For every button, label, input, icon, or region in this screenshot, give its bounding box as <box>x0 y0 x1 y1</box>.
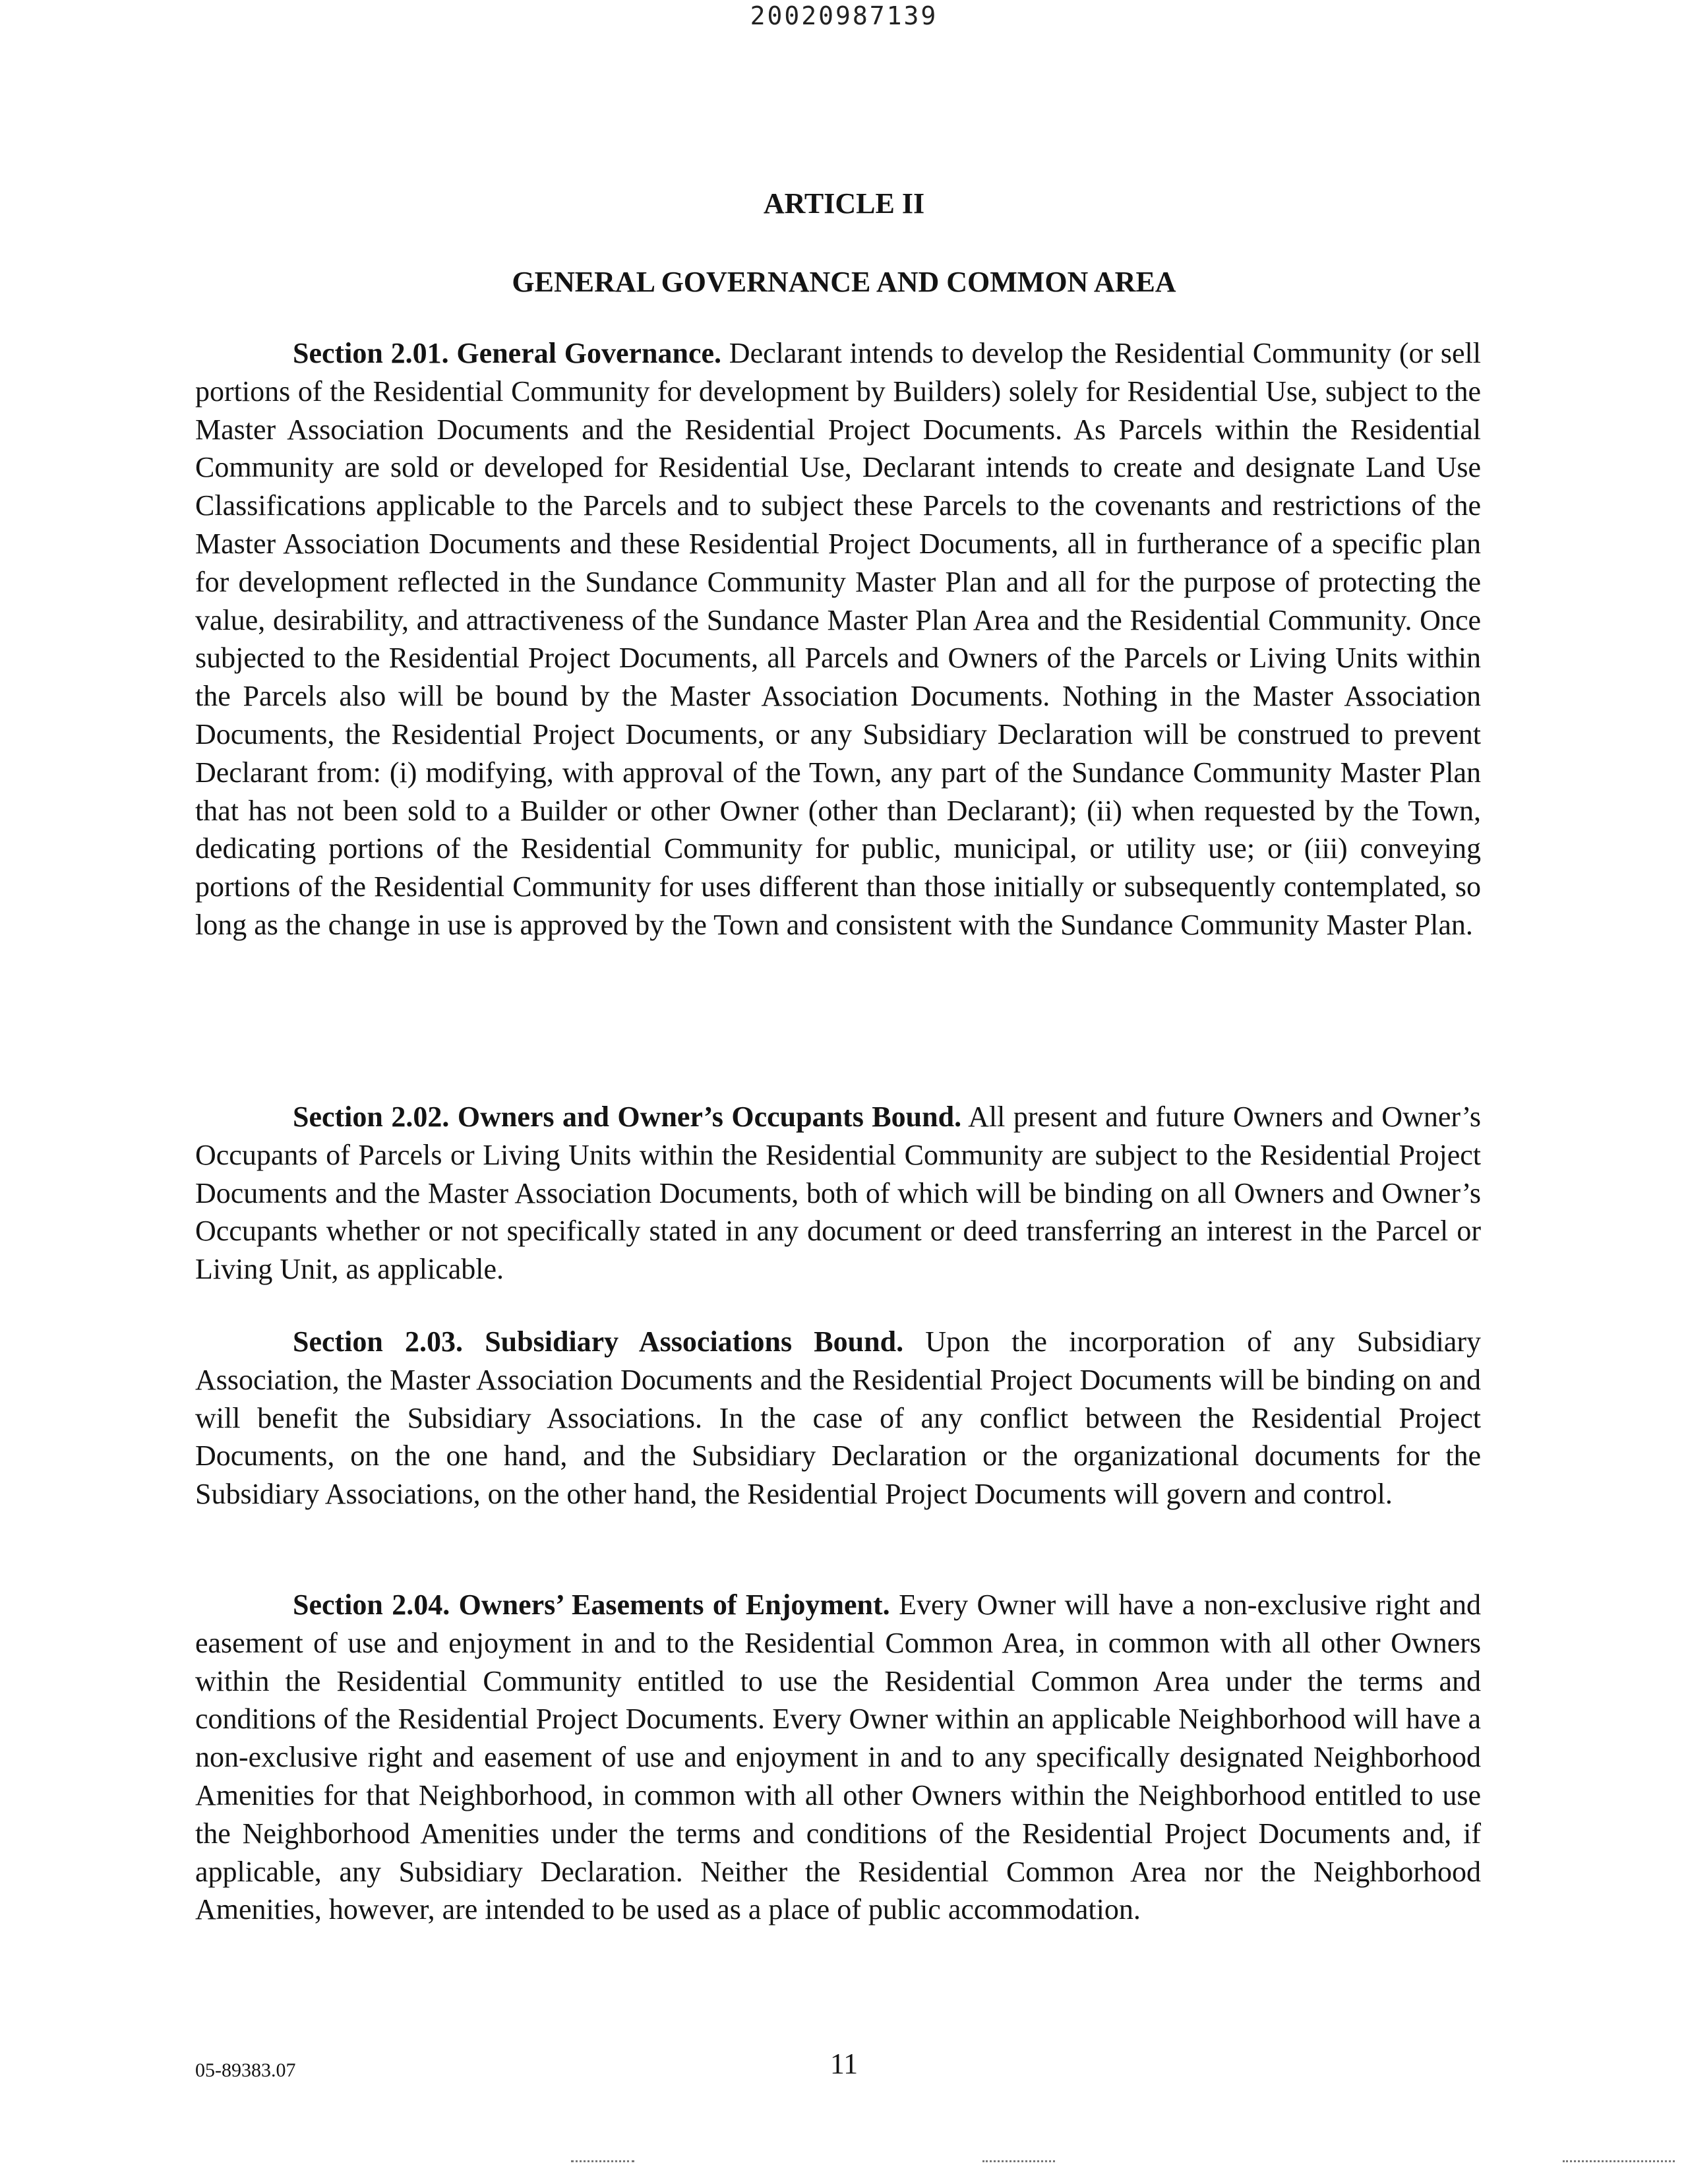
document-number: 20020987139 <box>750 1 938 30</box>
section-heading: Section 2.02. Owners and Owner’s Occupants Bound. <box>293 1101 962 1133</box>
section-2-01 <box>195 334 1481 944</box>
section-2-02 <box>195 1098 1481 1289</box>
article-title: ARTICLE II <box>763 187 925 220</box>
section-2-04 <box>195 1586 1481 1929</box>
footer-document-code: 05-89383.07 <box>195 2059 296 2081</box>
section-body: All present and future Owners and Owner’s Occupants of Parcels or Living Units within the Residential Community are subject to the Residential Project Documents and the Master Association Documents, both of which will be binding on all Owners and Owner’s Occupants whether or not specifically stated in any document or deed transferring an interest in the Parcel or Living Unit, as applicable. <box>195 1101 1482 1286</box>
section-2-03 <box>195 1323 1481 1513</box>
section-heading: Section 2.04. Owners’ Easements of Enjoyment. <box>293 1589 890 1621</box>
section-heading: Section 2.03. Subsidiary Associations Bound. <box>293 1325 904 1358</box>
scan-artifact <box>1563 2160 1675 2165</box>
section-heading: Section 2.01. General Governance. <box>293 337 722 369</box>
scan-artifact <box>982 2160 1055 2165</box>
section-body: Every Owner will have a non-exclusive right and easement of use and enjoyment in and to the Residential Common Area, in common with all other Owners within the Residential Community entitled to use the Residential Common Area under the terms and conditions of the Residential Project Documents. Every Owner within an applicable Neighborhood will have a non-exclusive right and easement of use and enjoyment in and to any specifically designated Neighborhood Amenities for that Neighborhood, in common with all other Owners within the Neighborhood entitled to use the Neighborhood Amenities under the terms and conditions of the Residential Project Documents and, if applicable, any Subsidiary Declaration. Neither the Residential Common Area nor the Neighborhood Amenities, however, are intended to be used as a place of public accommodation. <box>195 1589 1481 1926</box>
article-subtitle: GENERAL GOVERNANCE AND COMMON AREA <box>512 266 1176 298</box>
page-number: 11 <box>829 2048 859 2080</box>
section-body: Declarant intends to develop the Residential Community (or sell portions of the Residential Community for development by Builders) solely for Residential Use, subject to the Master Association Documents and the Residential Project Documents. As Parcels within the Residential Community are sold or developed for Residential Use, Declarant intends to create and designate Land Use Classifications applicable to the Parcels and to subject these Parcels to the covenants and restrictions of the Master Association Documents and these Residential Project Documents, all in furtherance of a specific plan for development reflected in the Sundance Community Master Plan and all for the purpose of protecting the value, desirability, and attractiveness of the Sundance Master Plan Area and the Residential Community. Once subjected to the Residential Project Documents, all Parcels and Owners of the Parcels or Living Units within the Parcels also will be bound by the Master Association Documents. Nothing in the Master Association Documents, the Residential Project Documents, or any Subsidiary Declaration will be construed to prevent Declarant from: (i) modifying, with approval of the Town, any part of the Sundance Community Master Plan that has not been sold to a Builder or other Owner (other than Declarant); (ii) when requested by the Town, dedicating portions of the Residential Community for public, municipal, or utility use; or (iii) conveying portions of the Residential Community for uses different than those initially or subsequently contemplated, so long as the change in use is approved by the Town and consistent with the Sundance Community Master Plan. <box>195 337 1482 941</box>
scan-artifact <box>571 2160 634 2165</box>
section-body: Upon the incorporation of any Subsidiary Association, the Master Association Documents and the Residential Project Documents will be binding on and will benefit the Subsidiary Associations. In the case of any conflict between the Residential Project Documents, on the one hand, and the Subsidiary Declaration or the organizational documents for the Subsidiary Associations, on the other hand, the Residential Project Documents will govern and control. <box>195 1325 1481 1511</box>
